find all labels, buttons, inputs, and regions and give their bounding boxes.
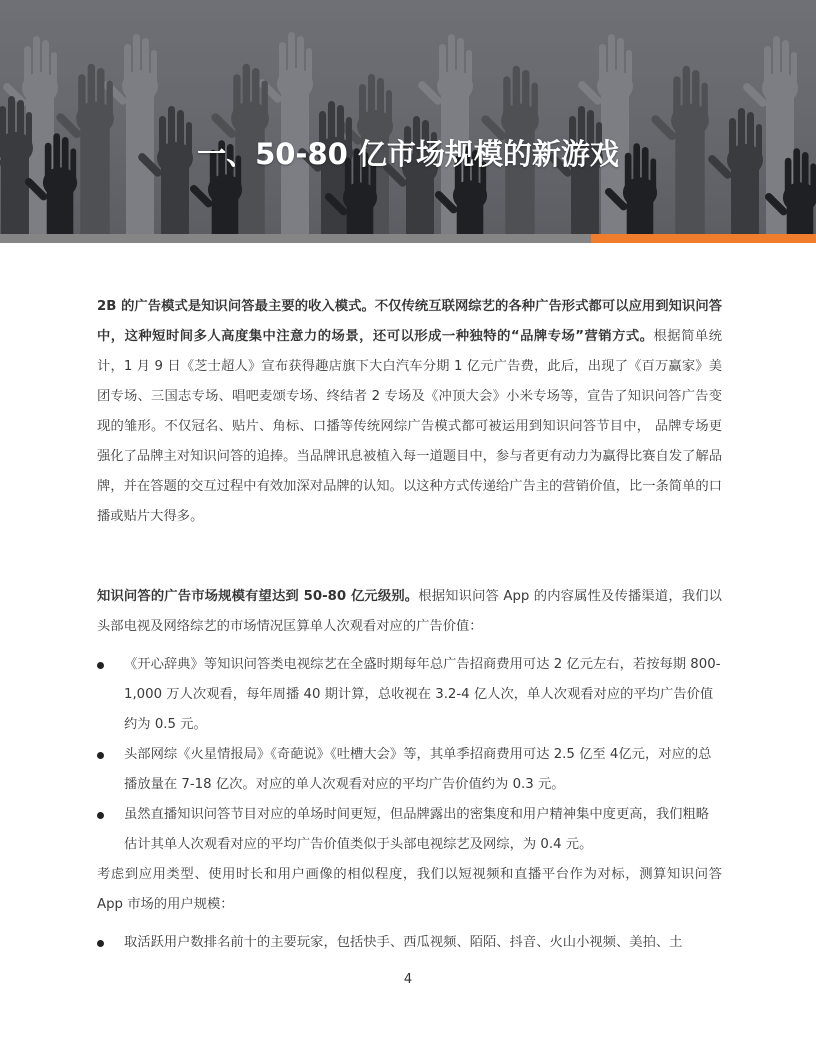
- bullet-icon: [97, 812, 104, 819]
- list-item: 《开心辞典》等知识问答类电视综艺在全盛时期每年总广告招商费用可达 2 亿元左右，若按每期 800-1,000 万人次观看，每年周播 40 期计算，总收视在 3.2-4 亿人次，单人次观看对应的平均广告价值约为 0.5 元。: [97, 650, 722, 740]
- paragraph-user-scale: 考虑到应用类型、使用时长和用户画像的相似程度，我们以短视频和直播平台作为对标，测算知识问答 App 市场的用户规模：: [97, 867, 722, 912]
- paragraph-text: 根据知识问答 App 的内容属性及传播渠道，我们以头部电视及网络综艺的市场情况匡算单人次观看对应的广告价值：: [97, 589, 722, 634]
- section-title: 一、50-80 亿市场规模的新游戏: [197, 137, 619, 171]
- paragraph-market-size: [97, 582, 722, 642]
- header-banner: [0, 0, 816, 234]
- bullet-icon: [97, 662, 104, 669]
- list-item: 取活跃用户数排名前十的主要玩家，包括快手、西瓜视频、陌陌、抖音、火山小视频、美拍、土: [97, 928, 722, 958]
- bullet-list-user-scale: [97, 928, 722, 958]
- bullet-icon: [97, 940, 104, 947]
- divider-accent-bar: [591, 234, 816, 243]
- paragraph-text: 根据简单统计，1 月 9 日《芝士超人》宣布获得趣店旗下大白汽车分期 1 亿元广告费，此后，出现了《百万赢家》美团专场、三国志专场、唱吧麦颂专场、终结者 2 专场及《冲顶大会》小米专场等，宣告了知识问答广告变现的雏形。不仅冠名、贴片、角标、口播等传统网综广告模式都可被运用到知识问答节目中， 品牌专场更强化了品牌主对知识问答的追捧。当品牌讯息被植入每一道题目中，参与者更有动力为赢得比赛自发了解品牌，并在答题的交互过程中有效加深对品牌的认知。以这种方式传递给广告主的营销价值，比一条简单的口播或贴片大得多。: [97, 329, 722, 524]
- paragraph-lead: 2B 的广告模式是知识问答最主要的收入模式。不仅传统互联网综艺的各种广告形式都可以应用到知识问答中，这种短时间多人高度集中注意力的场景，还可以形成一种独特的“品牌专场”营销方式。: [97, 299, 722, 344]
- bullet-list-ad-value: [97, 650, 722, 860]
- raised-hands-illustration: [0, 0, 816, 234]
- divider-gray-bar: [0, 234, 591, 243]
- paragraph-ad-model: [97, 292, 722, 532]
- list-item: 头部网综《火星情报局》《奇葩说》《吐槽大会》等，其单季招商费用可达 2.5 亿至 4亿元，对应的总播放量在 7-18 亿次。对应的单人次观看对应的平均广告价值约为 0.3 元。: [97, 740, 722, 800]
- bullet-icon: [97, 752, 104, 759]
- page-number: 4: [403, 972, 413, 987]
- list-item: 虽然直播知识问答节目对应的单场时间更短，但品牌露出的密集度和用户精神集中度更高，我们粗略估计其单人次观看对应的平均广告价值类似于头部电视综艺及网综，为 0.4 元。: [97, 800, 722, 860]
- document-body: [97, 292, 722, 958]
- paragraph-lead: 知识问答的广告市场规模有望达到 50-80 亿元级别。: [97, 589, 419, 604]
